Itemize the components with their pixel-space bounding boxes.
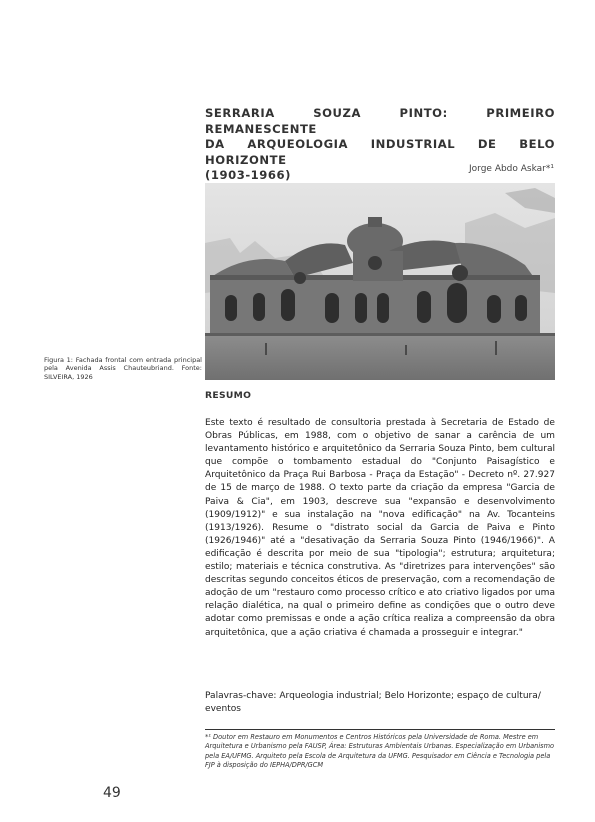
author-name: Jorge Abdo Askar*¹ [469,164,554,174]
title-line: DA ARQUEOLOGIA INDUSTRIAL DE BELO HORIZONTE [205,137,555,167]
title-line: (1903-1966) [205,168,291,182]
author-footnote: *¹ Doutor em Restauro em Monumentos e Centros Históricos pela Universidade de Roma. Mestre em Arquitetura e Urbanismo pela FAUSP, Área: Estruturas Ambientais Urbanas. Especialização em Urbanismo pela EA/UFMG. Arquiteto pela Escola de Arquitetura da UFMG. Pesquisador em Ciência e Tecnologia pela FJP à disposição do IEPHA/DPR/GCM [205,733,555,770]
page-number: 49 [103,785,121,801]
footnote-divider [205,729,555,730]
abstract-heading: RESUMO [205,390,252,401]
figure-caption: Figura 1: Fachada frontal com entrada principal pela Avenida Assis Chauteubriand. Fonte: SILVEIRA, 1926 [44,356,202,381]
title-line: SERRARIA SOUZA PINTO: PRIMEIRO REMANESCENTE [205,106,555,136]
abstract-text: Este texto é resultado de consultoria prestada à Secretaria de Estado de Obras Públicas, em 1988, com o objetivo de sanar a carência de um levantamento histórico e arquitetônico da Serraria Souza Pinto, bem cultural que compõe o tombamento estadual do "Conjunto Paisagístico e Arquitetônico da Praça Rui Barbosa - Praça da Estação" - Decreto nº. 27.927 de 15 de março de 1988. O texto parte da criação da empresa "Garcia de Paiva & Cia", em 1903, descreve sua "expansão e desenvolvimento (1909/1912)" e sua instalação na "nova edificação" na Av. Tocanteins (1913/1926). Resume o "distrato social da Garcia de Paiva e Pinto (1926/1946)" até a "desativação da Serraria Souza Pinto (1946/1966)". A edificação é descrita por meio de sua "tipologia"; estrutura; arquitetura; estilo; materiais e técnica construtiva. As "diretrizes para intervenções" são descritas segundo conceitos éticos de preservação, com a recomendação de adoção de um "restauro como processo crítico e ato criativo ligados por uma relação dialética, na qual o primeiro define as condições que o outro deve adotar como premissas e onde a ação crítica realiza a compreensão da obra arquitetônica, que a ação criativa é chamada a prosseguir e integrar." [205,418,555,638]
keywords: Palavras-chave: Arqueologia industrial; Belo Horizonte; espaço de cultura/ eventos [205,691,541,715]
building-photo [205,183,555,380]
